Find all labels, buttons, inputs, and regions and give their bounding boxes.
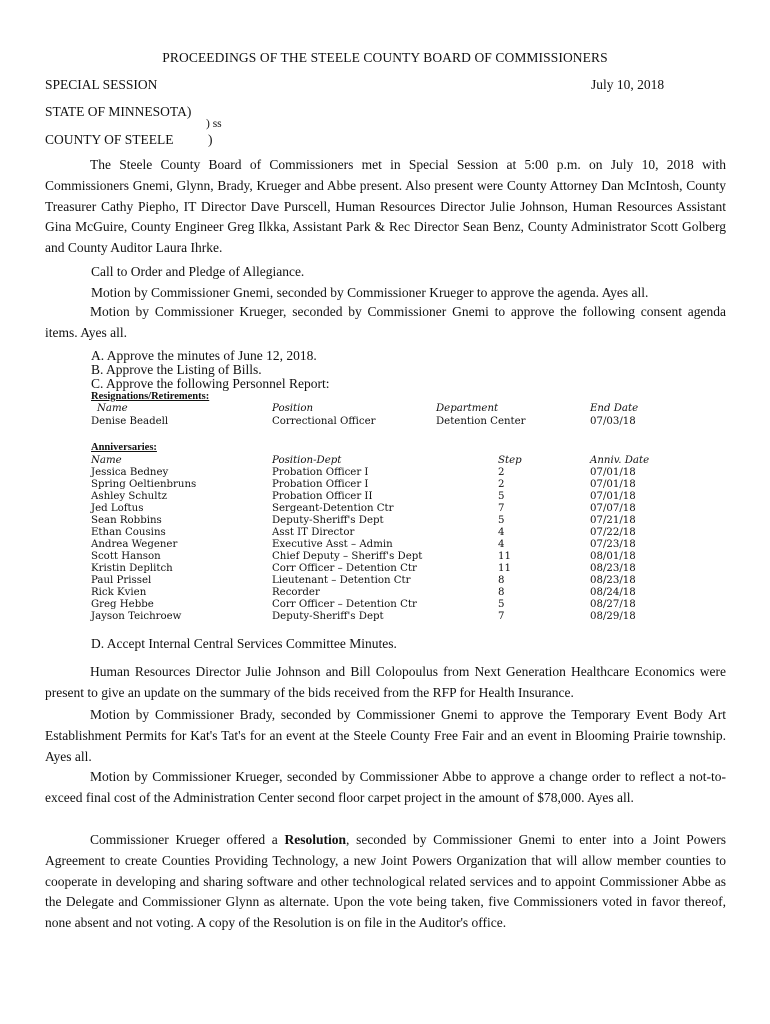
anniv-name: Kristin Deplitch	[91, 563, 173, 574]
anniv-step: 2	[498, 479, 505, 490]
anniv-date: 07/01/18	[590, 479, 636, 490]
consent-item-c: C. Approve the following Personnel Report:	[91, 376, 330, 391]
anniv-name: Jayson Teichroew	[91, 611, 182, 622]
anniv-date: 08/01/18	[590, 551, 636, 562]
anniv-date: 08/23/18	[590, 575, 636, 586]
anniv-position-dept: Lieutenant – Detention Ctr	[272, 575, 411, 586]
anniv-step: 4	[498, 539, 505, 550]
anniv-name: Sean Robbins	[91, 515, 162, 526]
anniv-col-name: Name	[91, 455, 122, 466]
anniv-step: 8	[498, 587, 505, 598]
venue-county: COUNTY OF STEELE	[45, 132, 174, 147]
motion-carpet: Motion by Commissioner Krueger, seconded by Commissioner Abbe to approve a change order to reflect a not-to-exceed final cost of the Administration Center second floor carpet project in the amount of $78,000. Ayes all.	[45, 769, 726, 805]
anniv-step: 7	[498, 503, 505, 514]
session-date: July 10, 2018	[591, 77, 665, 92]
resign-col-name: Name	[97, 403, 128, 414]
document-title: PROCEEDINGS OF THE STEELE COUNTY BOARD OF COMMISSIONERS	[162, 50, 608, 65]
resign-row-end-date: 07/03/18	[590, 416, 636, 427]
anniv-col-date: Anniv. Date	[590, 455, 650, 466]
resign-row-position: Correctional Officer	[272, 416, 376, 427]
anniv-step: 5	[498, 491, 505, 502]
resign-col-position: Position	[272, 403, 314, 414]
motion-consent: Motion by Commissioner Krueger, seconded by Commissioner Gnemi to approve the following consent agenda items. Ayes all.	[45, 304, 726, 340]
anniv-step: 5	[498, 515, 505, 526]
anniv-date: 07/01/18	[590, 467, 636, 478]
anniv-position-dept: Deputy-Sheriff's Dept	[272, 611, 384, 622]
anniv-position-dept: Probation Officer I	[272, 479, 369, 490]
anniv-step: 8	[498, 575, 505, 586]
anniv-position-dept: Deputy-Sheriff's Dept	[272, 515, 384, 526]
resign-col-end-date: End Date	[590, 403, 639, 414]
anniv-position-dept: Corr Officer – Detention Ctr	[272, 563, 417, 574]
anniv-date: 08/27/18	[590, 599, 636, 610]
anniv-position-dept: Chief Deputy – Sheriff's Dept	[272, 551, 423, 562]
anniv-date: 07/07/18	[590, 503, 636, 514]
anniv-date: 08/23/18	[590, 563, 636, 574]
anniv-name: Andrea Wegener	[91, 539, 178, 550]
anniv-date: 07/23/18	[590, 539, 636, 550]
venue-state: STATE OF MINNESOTA)	[45, 104, 192, 119]
anniv-position-dept: Probation Officer II	[272, 491, 373, 502]
anniv-step: 4	[498, 527, 505, 538]
intro-paragraph: The Steele County Board of Commissioners met in Special Session at 5:00 p.m. on July 10, 2018 with Commissioners Gnemi, Glynn, Brady, Krueger and Abbe present. Also present were County Attorney Dan McIntosh, County Treasurer Cathy Piepho, IT Director Dave Purscell, Human Resources Director Julie Johnson, Human Resources Assistant Gina McGuire, County Engineer Greg Ilkka, Assistant Park & Rec Director Sean Benz, County Administrator Scott Golberg and County Auditor Laura Ihrke.	[45, 157, 726, 256]
resignations-heading: Resignations/Retirements:	[91, 391, 210, 402]
anniv-position-dept: Executive Asst – Admin	[272, 539, 393, 550]
consent-item-b: B. Approve the Listing of Bills.	[91, 362, 262, 377]
consent-item-d: D. Accept Internal Central Services Committee Minutes.	[91, 636, 397, 651]
anniv-name: Paul Prissel	[91, 575, 152, 586]
anniv-position-dept: Sergeant-Detention Ctr	[272, 503, 394, 514]
anniv-step: 7	[498, 611, 505, 622]
anniv-step: 11	[498, 551, 511, 562]
resign-row-name: Denise Beadell	[91, 416, 169, 427]
anniversaries-heading: Anniversaries:	[91, 442, 157, 453]
anniv-position-dept: Recorder	[272, 587, 320, 598]
venue-ss: ) ss	[206, 118, 222, 130]
anniv-date: 08/29/18	[590, 611, 636, 622]
anniv-name: Jed Loftus	[91, 503, 144, 514]
anniv-name: Spring Oeltienbruns	[91, 479, 197, 490]
consent-item-a: A. Approve the minutes of June 12, 2018.	[91, 348, 317, 363]
anniv-col-step: Step	[498, 455, 522, 466]
motion-agenda: Motion by Commissioner Gnemi, seconded by Commissioner Krueger to approve the agenda. Ayes all.	[91, 285, 649, 300]
anniv-name: Scott Hanson	[91, 551, 161, 562]
resign-col-department: Department	[436, 403, 499, 414]
anniv-position-dept: Asst IT Director	[272, 527, 355, 538]
resolution-paragraph	[45, 830, 726, 934]
venue-county-paren: )	[208, 132, 213, 147]
anniv-date: 07/22/18	[590, 527, 636, 538]
resolution-rest: , seconded by Commissioner Gnemi to enter into a Joint Powers Agreement to create Counties Providing Technology, a new Joint Powers Organization that will allow member counties to cooperate in developing and sharing software and other technological related services and to appoint Commissioner Abbe as the Delegate and Commissioner Glynn as alternate. Upon the vote being taken, five Commissioners voted in favor thereof, none absent and not voting. A copy of the Resolution is on file in the Auditor's office.	[45, 832, 727, 931]
session-type: SPECIAL SESSION	[45, 77, 158, 92]
hr-update-paragraph: Human Resources Director Julie Johnson and Bill Colopoulus from Next Generation Healthcare Economics were present to give an update on the summary of the bids received from the RFP for Health Insurance.	[45, 664, 726, 700]
anniv-step: 2	[498, 467, 505, 478]
resolution-keyword: Resolution	[284, 832, 346, 847]
resign-row-department: Detention Center	[436, 416, 526, 427]
anniv-step: 11	[498, 563, 511, 574]
motion-body-art: Motion by Commissioner Brady, seconded by Commissioner Gnemi to approve the Temporary Event Body Art Establishment Permits for Kat's Tat's for an event at the Steele County Free Fair and an event in Blooming Prairie township. Ayes all.	[45, 707, 726, 764]
anniv-position-dept: Probation Officer I	[272, 467, 369, 478]
anniv-position-dept: Corr Officer – Detention Ctr	[272, 599, 417, 610]
anniv-name: Jessica Bedney	[91, 467, 169, 478]
anniv-name: Rick Kvien	[91, 587, 147, 598]
anniv-name: Ashley Schultz	[91, 491, 167, 502]
anniv-date: 07/21/18	[590, 515, 636, 526]
resolution-lead: Commissioner Krueger offered a	[90, 832, 278, 847]
anniv-name: Greg Hebbe	[91, 599, 154, 610]
anniv-date: 08/24/18	[590, 587, 636, 598]
anniv-name: Ethan Cousins	[91, 527, 166, 538]
anniv-step: 5	[498, 599, 505, 610]
anniv-col-position-dept: Position-Dept	[272, 455, 342, 466]
anniv-date: 07/01/18	[590, 491, 636, 502]
call-to-order: Call to Order and Pledge of Allegiance.	[91, 264, 305, 279]
